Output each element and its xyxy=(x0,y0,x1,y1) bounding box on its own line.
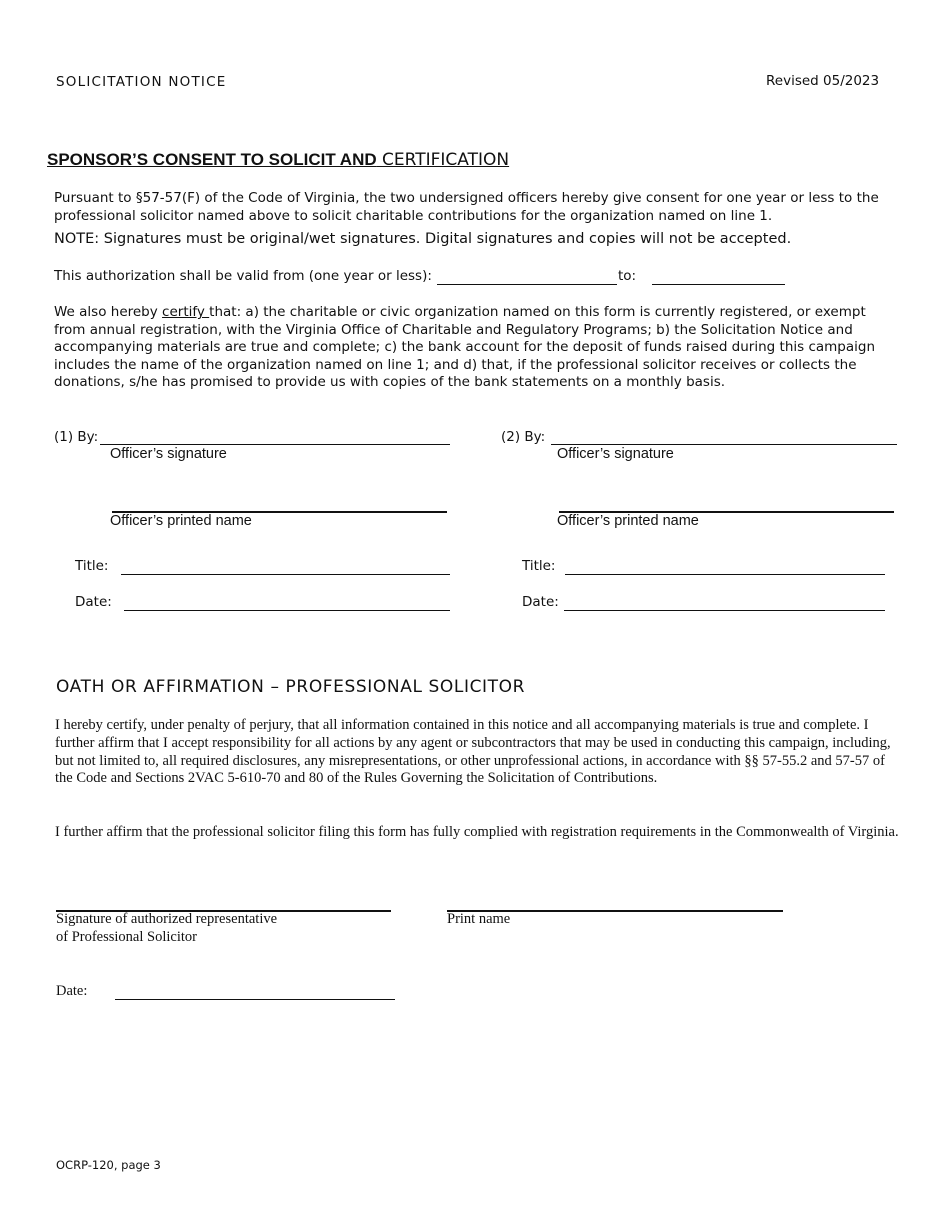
officer-1-title-field[interactable] xyxy=(121,574,450,575)
solicitor-signature-label xyxy=(56,911,277,947)
oath-paragraph-1: I hereby certify, under penalty of perjury, that all information contained in this notice and all accompanying materials is true and complete. I further affirm that I accept responsibility for all actions by any agent or subcontractors that may be used in conducting this campaign, including, but not limited to, all required disclosures, any misrepresentations, or other unprofessional actions, in accordance with §§ 57-55.2 and 57-57 of the Code and Sections 2VAC 5-610-70 and 80 of the Rules Governing the Solicitation of Contributions. xyxy=(55,717,891,787)
officer-2-by-label: (2) By: xyxy=(501,429,546,445)
certify-paragraph xyxy=(54,304,900,392)
officer-1-by-label: (1) By: xyxy=(54,429,99,445)
form-header-title: SOLICITATION NOTICE xyxy=(56,74,227,90)
form-footer-id: OCRP-120, page 3 xyxy=(56,1158,161,1172)
solicitor-signature-label-line1: Signature of authorized representative xyxy=(56,911,278,927)
officer-1-title-label: Title: xyxy=(75,558,109,574)
officer-2-date-label: Date: xyxy=(522,594,559,610)
officer-2-title-label: Title: xyxy=(522,558,556,574)
valid-from-label: This authorization shall be valid from (one year or less): xyxy=(54,268,432,284)
solicitor-date-field[interactable] xyxy=(115,999,395,1000)
consent-paragraph: Pursuant to §57-57(F) of the Code of Virginia, the two undersigned officers hereby give consent for one year or less to the professional solicitor named above to solicit charitable contributions for the organization named on line 1. xyxy=(54,190,879,224)
officer-2-signature-field[interactable] xyxy=(551,444,897,445)
valid-from-field[interactable] xyxy=(437,284,617,285)
solicitor-date-label: Date: xyxy=(56,983,88,999)
oath-paragraph-2: I further affirm that the professional solicitor filing this form has fully complied with registration requirements in the Commonwealth of Virginia. xyxy=(55,824,899,840)
officer-1-signature-label: Officer’s signature xyxy=(110,446,227,462)
officer-1-date-field[interactable] xyxy=(124,610,450,611)
solicitor-signature-label-line2: of Professional Solicitor xyxy=(56,928,197,945)
signature-note: NOTE: Signatures must be original/wet signatures. Digital signatures and copies will not be accepted. xyxy=(54,231,792,247)
officer-2-signature-label: Officer’s signature xyxy=(557,446,674,462)
officer-2-title-field[interactable] xyxy=(565,574,885,575)
officer-1-printed-name-label: Officer’s printed name xyxy=(110,513,252,529)
officer-2-date-field[interactable] xyxy=(564,610,885,611)
valid-to-label: to: xyxy=(618,268,637,284)
certify-word: certify xyxy=(162,304,210,320)
officer-1-date-label: Date: xyxy=(75,594,112,610)
certify-pre: We also hereby xyxy=(54,304,163,320)
officer-2-printed-name-label: Officer’s printed name xyxy=(557,513,699,529)
oath-section-title: OATH OR AFFIRMATION – PROFESSIONAL SOLICITOR xyxy=(56,677,526,697)
officer-1-signature-field[interactable] xyxy=(100,444,450,445)
sponsor-title-bold: SPONSOR’S CONSENT TO SOLICIT AND xyxy=(47,150,377,169)
valid-to-field[interactable] xyxy=(652,284,785,285)
solicitor-print-name-label: Print name xyxy=(447,911,511,927)
revision-date: Revised 05/2023 xyxy=(766,73,880,89)
sponsor-section-title xyxy=(47,150,509,170)
certify-post: that: a) the charitable or civic organization named on this form is currently registered, or exempt from annual registration, with the Virginia Office of Charitable and Regulatory Programs; b) the Solicitation Notice and accompanying materials are true and complete; c) the bank account for the deposit of funds raised during this campaign includes the name of the organization named on line 1; and d) that, if the professional solicitor receives or collects the donations, s/he has promised to provide us with copies of the bank statements on a monthly basis. xyxy=(54,304,876,390)
sponsor-title-plain: CERTIFICATION xyxy=(376,150,510,170)
